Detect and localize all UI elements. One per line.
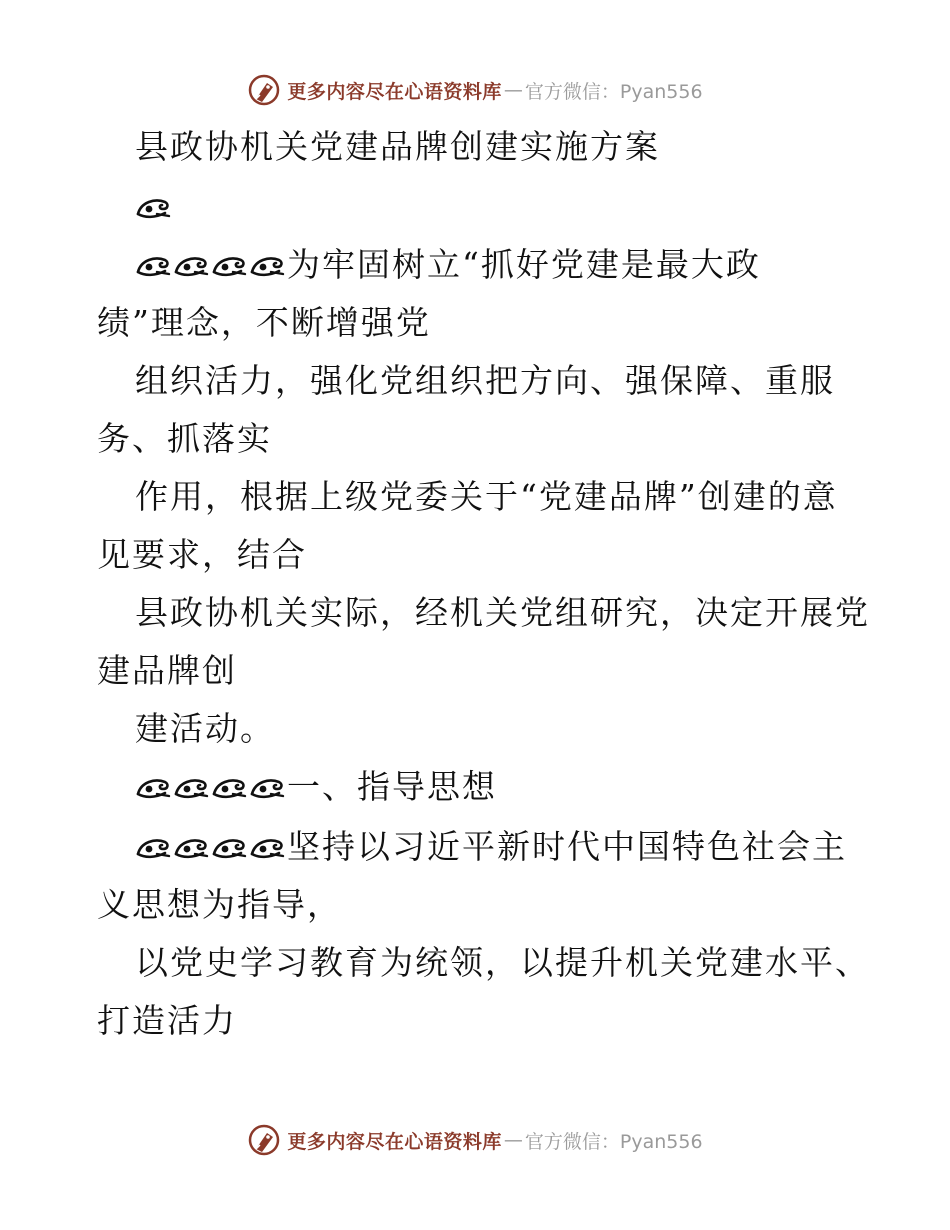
watermark-brand: 更多内容尽在心语资料库 bbox=[287, 1130, 502, 1153]
fleuron-ornament-icon bbox=[249, 774, 285, 800]
fleuron-ornament-icon bbox=[249, 834, 285, 860]
fleuron-ornament-icon bbox=[249, 252, 285, 278]
fleuron-ornament-icon bbox=[173, 834, 209, 860]
watermark-brand: 更多内容尽在心语资料库 bbox=[287, 80, 502, 103]
watermark-wechat: 官方微信：Pyan556 bbox=[524, 80, 703, 103]
pen-nib-logo-icon bbox=[247, 73, 281, 107]
fleuron-ornament-icon bbox=[173, 774, 209, 800]
watermark-separator: — bbox=[503, 1129, 523, 1151]
fleuron-ornament-icon bbox=[135, 834, 171, 860]
fleuron-ornament-icon bbox=[173, 252, 209, 278]
paragraph-line: 组织活力，强化党组织把方向、强保障、重服 bbox=[135, 361, 835, 400]
fleuron-ornament-icon bbox=[211, 252, 247, 278]
paragraph-line: 义思想为指导， bbox=[97, 885, 342, 924]
section-heading-text: 一、指导思想 bbox=[287, 767, 497, 806]
paragraph-line: 见要求，结合 bbox=[97, 535, 307, 574]
paragraph-line: 务、抓落实 bbox=[97, 419, 272, 458]
paragraph-line bbox=[135, 245, 761, 284]
paragraph-line bbox=[135, 827, 847, 866]
fleuron-ornament-icon bbox=[135, 252, 171, 278]
paragraph-line: 以党史学习教育为统领，以提升机关党建水平、 bbox=[135, 943, 870, 982]
fleuron-ornament-icon bbox=[135, 774, 171, 800]
paragraph-line: 作用，根据上级党委关于“党建品牌”创建的意 bbox=[135, 477, 838, 516]
paragraph-line: 绩”理念，不断增强党 bbox=[97, 303, 431, 342]
paragraph-text: 坚持以习近平新时代中国特色社会主 bbox=[287, 827, 847, 866]
watermark-separator: — bbox=[503, 79, 523, 101]
ornament-line bbox=[135, 190, 173, 223]
fleuron-ornament-icon bbox=[211, 834, 247, 860]
footer-watermark bbox=[0, 1120, 950, 1160]
fleuron-ornament-icon bbox=[135, 194, 171, 220]
fleuron-ornament-icon bbox=[211, 774, 247, 800]
section-heading bbox=[135, 767, 497, 806]
paragraph-text: 为牢固树立“抓好党建是最大政 bbox=[287, 245, 761, 284]
watermark-wechat: 官方微信：Pyan556 bbox=[524, 1130, 703, 1153]
paragraph-line: 建品牌创 bbox=[97, 651, 237, 690]
paragraph-line: 县政协机关实际，经机关党组研究，决定开展党 bbox=[135, 593, 870, 632]
paragraph-line: 建活动。 bbox=[135, 709, 275, 748]
pen-nib-logo-icon bbox=[247, 1123, 281, 1157]
paragraph-line: 打造活力 bbox=[97, 1001, 237, 1040]
header-watermark bbox=[0, 70, 950, 110]
document-title: 县政协机关党建品牌创建实施方案 bbox=[135, 127, 660, 166]
